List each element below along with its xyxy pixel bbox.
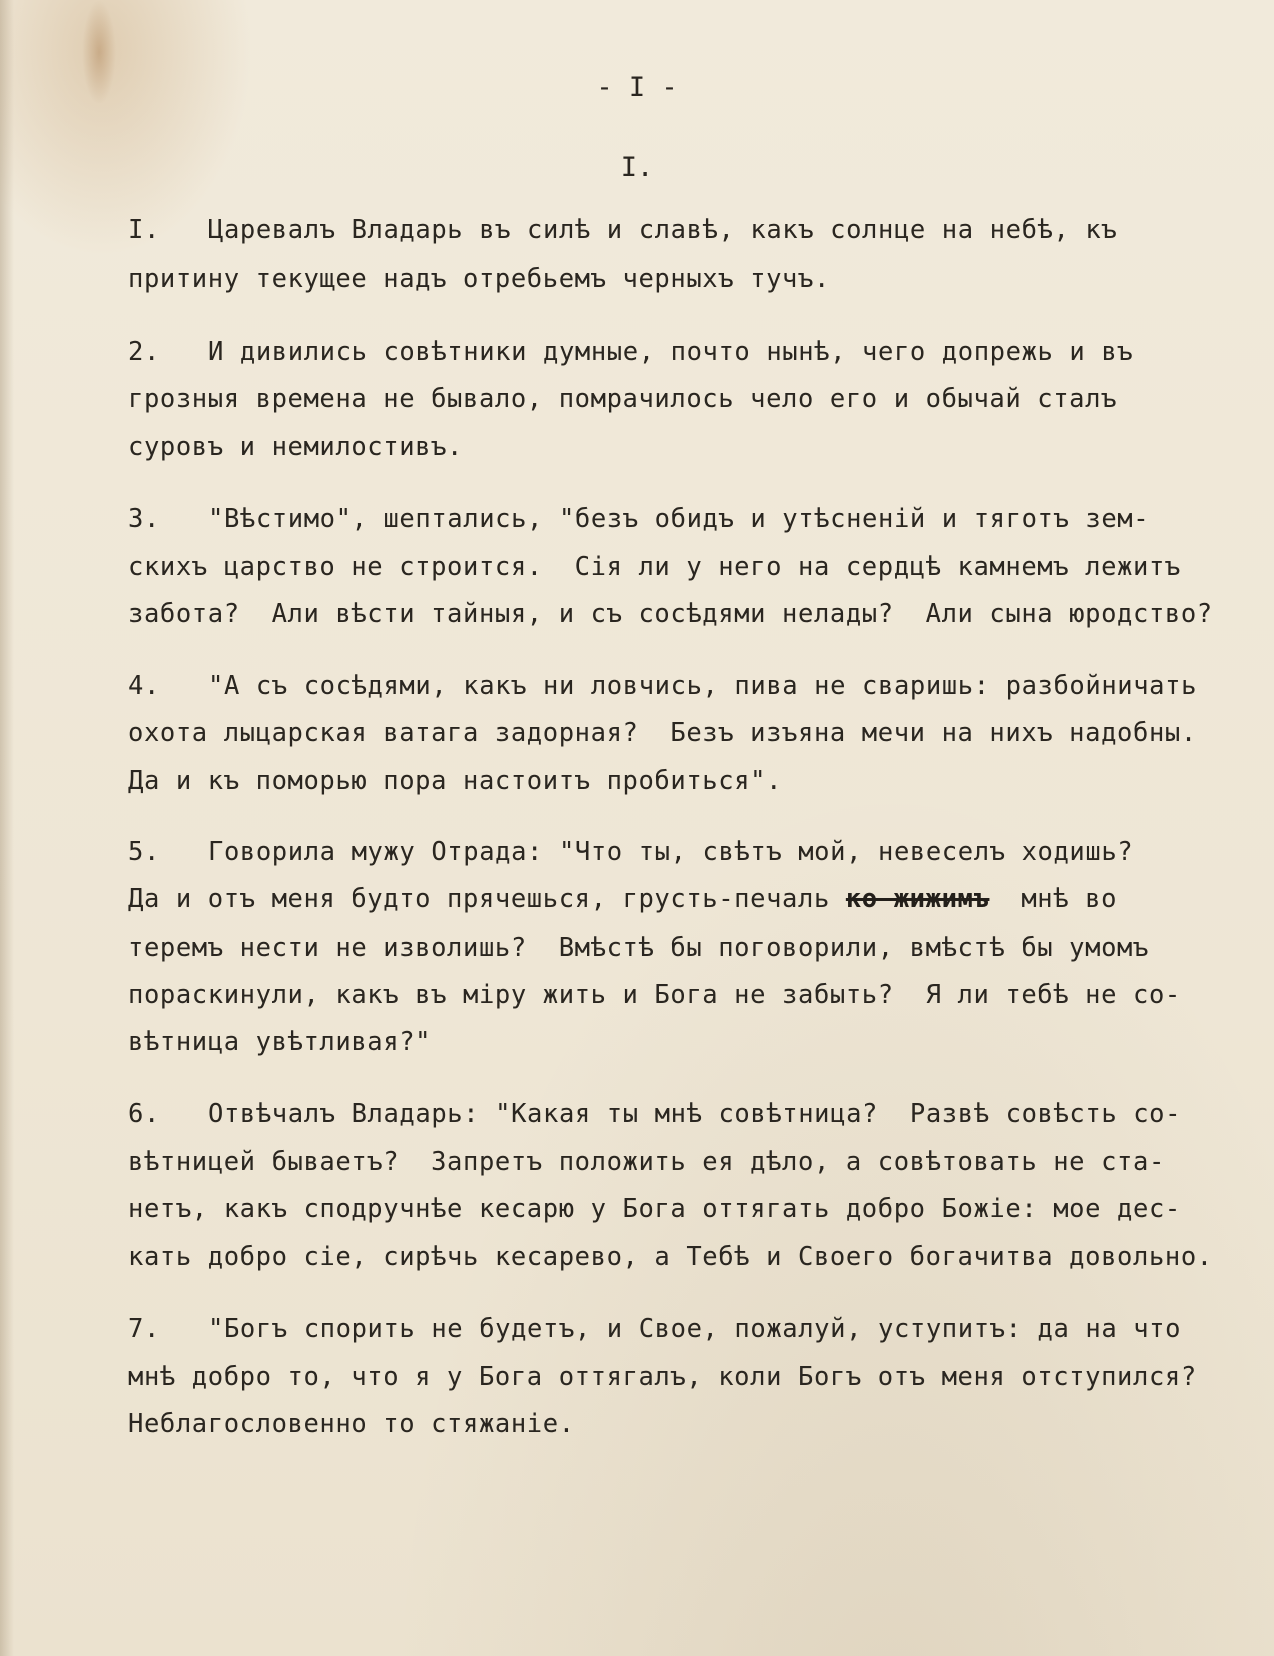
paragraph-1-line-1 [128,213,1117,247]
paragraph-3-line-2 [128,550,1181,584]
paragraph-7-line-3 [128,1407,575,1441]
paragraph-text: Говорила мужу Отрада: "Что ты, свѣтъ мой, невеселъ ходишь? [208,837,1134,867]
paragraph-4-line-2 [128,716,1197,750]
paragraph-text: "Вѣстимо", шептались, "безъ обидъ и утѣсненій и тяготъ зем- [208,504,1150,534]
paragraph-number: 7. [128,1314,160,1344]
struck-out-text: ко жижимъ [845,884,990,914]
paragraph-7-line-1 [128,1312,1181,1346]
paragraph-5-line-1 [128,835,1133,869]
paragraph-text: "А съ сосѣдями, какъ ни ловчись, пива не сваришь: разбойничать [208,671,1198,701]
paragraph-text: нетъ, какъ сподручнѣе кесарю у Бога оттягать добро Божіе: мое дес- [128,1194,1181,1224]
paragraph-text: Неблагословенно то стяжаніе. [128,1409,575,1439]
paragraph-4-line-3 [128,764,782,798]
paragraph-6-line-4 [128,1240,1213,1274]
paragraph-text: вѣтница увѣтливая?" [128,1027,432,1057]
paragraph-5-line-4 [128,978,1181,1012]
paragraph-3-line-1 [128,502,1149,536]
paragraph-number: 3. [128,504,160,534]
paper-edge-shadow [0,0,14,1656]
paragraph-text: суровъ и немилостивъ. [128,432,463,462]
paragraph-2-line-1 [128,335,1133,369]
paragraph-5-line-3 [128,931,1149,965]
paragraph-text: грозныя времена не бывало, помрачилось чело его и обычай сталъ [128,384,1118,414]
paragraph-text: теремъ нести не изволишь? Вмѣстѣ бы поговорили, вмѣстѣ бы умомъ [128,933,1149,963]
paragraph-text: Царевалъ Владарь въ силѣ и славѣ, какъ солнце на небѣ, къ [208,215,1118,245]
paragraph-number: I. [128,215,160,245]
paragraph-number: 6. [128,1099,160,1129]
paragraph-text: скихъ царство не строится. Сія ли у него на сердцѣ камнемъ лежитъ [128,552,1181,582]
paragraph-text: вѣтницей бываетъ? Запретъ положить ея дѣло, а совѣтовать не ста- [128,1147,1165,1177]
paragraph-text: Отвѣчалъ Владарь: "Какая ты мнѣ совѣтница? Развѣ совѣсть со- [208,1099,1182,1129]
paragraph-2-line-2 [128,382,1117,416]
paragraph-text: мнѣ во [1021,884,1118,914]
paragraph-text: пораскинули, какъ въ міру жить и Бога не забыть? Я ли тебѣ не со- [128,980,1181,1010]
paragraph-5-line-5 [128,1025,431,1059]
paragraph-number: 4. [128,671,160,701]
paragraph-6-line-1 [128,1097,1181,1131]
paragraph-text: Да и къ поморью пора настоитъ пробиться". [128,766,783,796]
paragraph-text: кать добро сіе, сирѣчь кесарево, а Тебѣ и Своего богачитва довольно. [128,1242,1213,1272]
paragraph-5-line-2 [128,882,1117,916]
paragraph-2-line-3 [128,430,463,464]
paragraph-number: 2. [128,337,160,367]
paragraph-1-line-2 [128,262,830,296]
paragraph-6-line-2 [128,1145,1165,1179]
paragraph-text: притину текущее надъ отребьемъ черныхъ тучъ. [128,264,830,294]
paragraph-text: забота? Али вѣсти тайныя, и съ сосѣдями нелады? Али сына юродство? [128,599,1213,629]
paragraph-7-line-2 [128,1360,1197,1394]
paragraph-6-line-3 [128,1192,1181,1226]
paragraph-3-line-3 [128,597,1213,631]
chapter-title: I. [620,152,654,183]
paragraph-number: 5. [128,837,160,867]
paragraph-text: "Богъ спорить не будетъ, и Свое, пожалуй, уступитъ: да на что [208,1314,1182,1344]
paragraph-4-line-1 [128,669,1197,703]
paragraph-text: мнѣ добро то, что я у Бога оттягалъ, коли Богъ отъ меня отступился? [128,1362,1197,1392]
paragraph-text: Да и отъ меня будто прячешься, грусть-печаль [128,884,830,914]
paragraph-text: охота лыцарская ватага задорная? Безъ изъяна мечи на нихъ надобны. [128,718,1197,748]
page-number: - I - [596,72,678,103]
paragraph-text: И дивились совѣтники думные, почто нынѣ, чего допрежь и въ [208,337,1134,367]
